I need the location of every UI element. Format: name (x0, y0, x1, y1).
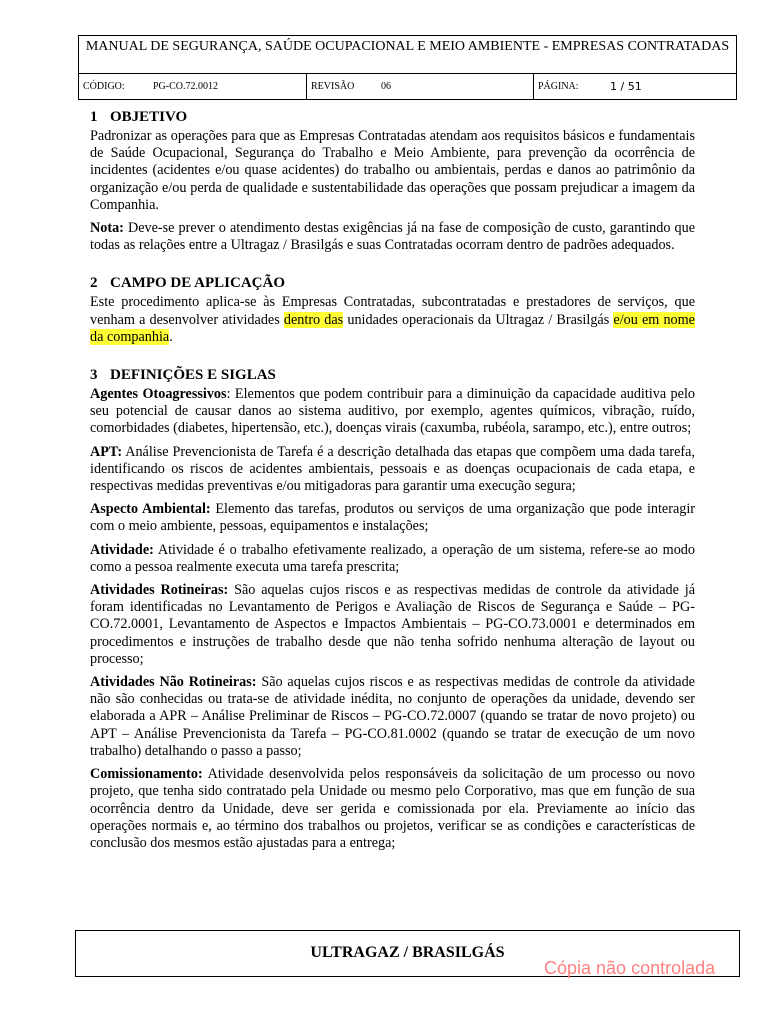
definition-text: Atividade é o trabalho efetivamente realizado, a operação de um sistema, refere-se ao modo como a pessoa realmente executa uma tarefa prescrita; (90, 541, 695, 575)
objetivo-paragraph: Padronizar as operações para que as Empresas Contratadas atendam aos requisitos básicos e fundamentais de Saúde Ocupacional, Segurança do Trabalho e Meio Ambiente, para prevenção da ocorrência de incidentes (acidentes e/ou quase acidentes) do trabalho ou ambientais, perdas e danos ao patrimônio da organização e/ou perda de qualidade e sustentabilidade das operações que possam prejudicar a imagem da Companhia. (90, 128, 695, 213)
definition-term: Atividade: (90, 541, 154, 558)
codigo-label: CÓDIGO: (83, 81, 125, 92)
nota-label: Nota: (90, 220, 124, 237)
nota-text: Deve-se prever o atendimento destas exigências já na fase de composição de custo, garantindo que todas as relações entre a Ultragaz / Brasilgás e suas Contratadas ocorram dentro de padrões adequados. (90, 220, 695, 254)
definition-text: Atividade desenvolvida pelos responsáveis da solicitação de um processo ou novo projeto, que tenha sido contratado pela Unidade ou mesmo pelo Corporativo, mas que em função de sua ocorrência dentro da Unidade, deve ser gerida e comissionada por ela. Previamente ao início das operações normais e, ao término dos trabalhos ou projetos, verificar se as condições e características de conclusão dos mesmos estão ajustadas para a entrega; (90, 766, 695, 851)
section-number: 2 (90, 275, 98, 292)
pagina-label: PÁGINA: (538, 81, 579, 92)
definition-item (90, 582, 695, 668)
section-title: CAMPO DE APLICAÇÃO (110, 275, 285, 292)
section-number: 3 (90, 367, 98, 384)
pagina-value: 1 / 51 (610, 80, 642, 93)
section-heading-definicoes (90, 364, 695, 386)
definition-term: Atividades Não Rotineiras: (90, 674, 257, 691)
section-title: DEFINIÇÕES E SIGLAS (110, 367, 276, 384)
definition-item (90, 444, 695, 496)
definition-item (90, 386, 695, 438)
uncontrolled-copy-watermark: Cópia não controlada (544, 958, 716, 978)
section-title: OBJETIVO (110, 109, 188, 125)
pagina-cell (533, 74, 736, 99)
section-number: 1 (90, 109, 98, 125)
definition-text: : Elementos que podem contribuir para a diminuição da capacidade auditiva pelo seu potencial de causar danos ao sistema auditivo, por exemplo, agentes químicos, vibração, ruído, comorbidades (diabetes, hipertensão, etc.), doenças virais (caxumba, rubéola, sarampo, etc.), entre outros; (90, 386, 695, 437)
campo-text-b: unidades operacionais da Ultragaz / Brasilgás (343, 311, 614, 328)
document-header (78, 35, 737, 100)
definition-text: Análise Prevencionista de Tarefa é a descrição detalhada das etapas que compõem uma dada tarefa, identificando os riscos de acidentes ambientais, pessoais e as doenças ocupacionais de cada etapa, e respectivas medidas preventivas e/ou mitigadoras para garantir uma execução segura; (90, 443, 695, 495)
revisao-value: 06 (381, 81, 391, 92)
document-body (90, 106, 695, 852)
definition-term: Aspecto Ambiental: (90, 501, 211, 518)
definition-item (90, 501, 695, 535)
definition-text: São aquelas cujos riscos e as respectivas medidas de controle da atividade já foram identificadas no Levantamento de Perigos e Avaliação de Riscos de Segurança e Saúde – PG-CO.72.0001, Levantamento de Aspectos e Impactos Ambientais – PG-CO.73.0001 e determinados em procedimentos e instruções de trabalho desde que não tenha sofrido nenhuma alteração de layout ou processo; (90, 582, 695, 667)
codigo-value: PG-CO.72.0012 (153, 81, 219, 92)
revisao-label: REVISÃO (311, 81, 355, 92)
definition-term: Atividades Rotineiras: (90, 582, 229, 599)
campo-text-a: Este procedimento aplica-se às Empresas Contratadas, subcontratadas e prestadores de serviços, que venham a desenvolver atividades (90, 294, 695, 328)
header-info-row (79, 74, 736, 99)
section-heading-campo (90, 272, 695, 294)
definition-item (90, 674, 695, 760)
manual-title: MANUAL DE SEGURANÇA, SAÚDE OCUPACIONAL E MEIO AMBIENTE - EMPRESAS CONTRATADAS (79, 36, 736, 74)
document-footer: ULTRAGAZ / BRASILGÁS (75, 930, 740, 977)
codigo-cell (79, 74, 306, 99)
definition-term: APT: (90, 443, 123, 460)
section-heading-objetivo (90, 106, 695, 128)
definition-item (90, 542, 695, 576)
campo-paragraph (90, 294, 695, 346)
definition-term: Agentes Otoagressivos (90, 386, 227, 403)
nota-paragraph (90, 220, 695, 254)
definition-text: São aquelas cujos riscos e as respectivas medidas de controle da atividade não são conhecidas ou trata-se de atividade inédita, no conjunto de operações da unidade, devendo ser elaborada a APR – Análise Preliminar de Riscos – PG-CO.72.0007 (quando se tratar de novo projeto) ou APT – Análise Prevencionista da Tarefa – PG-CO.81.0002 (quando se tratar de execução de um novo trabalho) detalhando o passo a passo; (90, 674, 695, 759)
campo-text-c: . (169, 328, 173, 345)
definition-item (90, 766, 695, 852)
highlight-dentro-das: dentro das (283, 311, 344, 328)
revisao-cell (306, 74, 533, 99)
definition-term: Comissionamento: (90, 766, 203, 783)
highlight-em-nome: e/ou em nome da companhia (90, 311, 695, 345)
definition-text: Elemento das tarefas, produtos ou serviços de uma organização que pode interagir com o meio ambiente, pessoas, equipamentos e instalações; (90, 501, 695, 535)
